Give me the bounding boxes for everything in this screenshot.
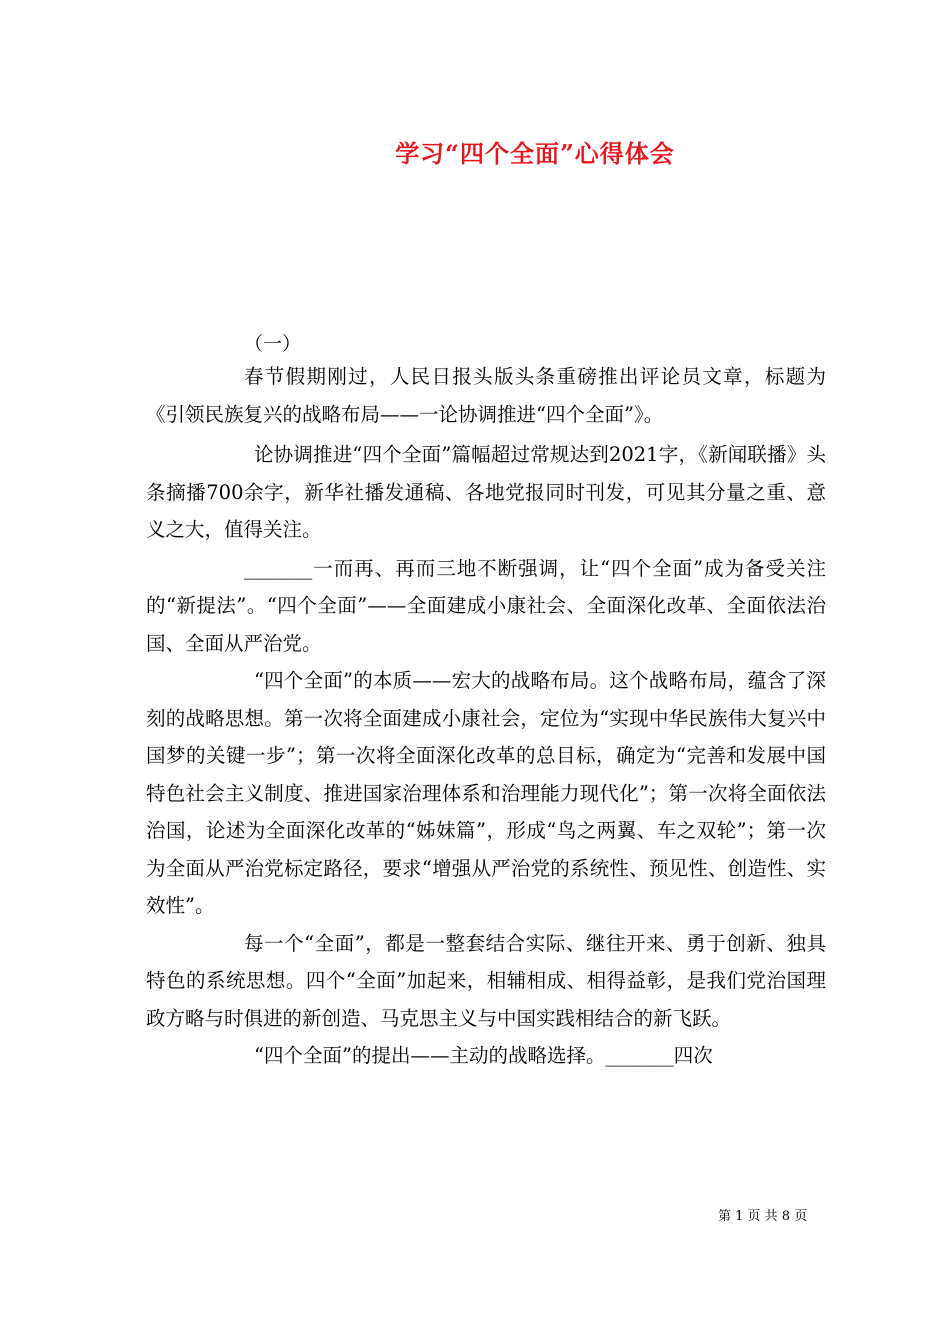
paragraph-6: “四个全面”的提出——主动的战略选择。_______四次 (254, 1044, 713, 1067)
paragraph-4: “四个全面”的本质——宏大的战略布局。这个战略布局，蕴含了深刻的战略思想。第一次将全面建成小康社会，定位为“实现中华民族伟大复兴中国梦的关键一步”；第一次将全面深化改革的总目标，确定为“完善和发展中国特色社会主义制度、推进国家治理体系和治理能力现代化”；第一次将全面依法治国，论述为全面深化改革的“姊妹篇”，形成“鸟之两翼、车之双轮”；第一次为全面从严治党标定路径，要求“增强从严治党的系统性、预见性、创造性、实效性”。 (146, 669, 826, 917)
page-footer: 第 1 页 共 8 页 (718, 1209, 808, 1224)
paragraph-2: 论协调推进“四个全面”篇幅超过常规达到2021字，《新闻联播》头条摘播700余字，新华社播发通稿、各地党报同时刊发，可见其分量之重、意义之大，值得关注。 (146, 443, 826, 541)
paragraph-3: _______一而再、再而三地不断强调，让“四个全面”成为备受关注的“新提法”。“四个全面”——全面建成小康社会、全面深化改革、全面依法治国、全面从严治党。 (146, 556, 826, 655)
paragraph-5: 每一个“全面”，都是一整套结合实际、继往开来、勇于创新、独具特色的系统思想。四个“全面”加起来，相辅相成、相得益彰，是我们党治国理政方略与时俱进的新创造、马克思主义与中国实践相结合的新飞跃。 (146, 931, 826, 1030)
paragraph-1: 春节假期刚过，人民日报头版头条重磅推出评论员文章，标题为《引领民族复兴的战略布局——一论协调推进“四个全面”》。 (146, 365, 826, 426)
document-body (146, 358, 826, 1075)
section-number: （一） (244, 333, 302, 355)
document-title: 学习“四个全面”心得体会 (395, 139, 675, 168)
